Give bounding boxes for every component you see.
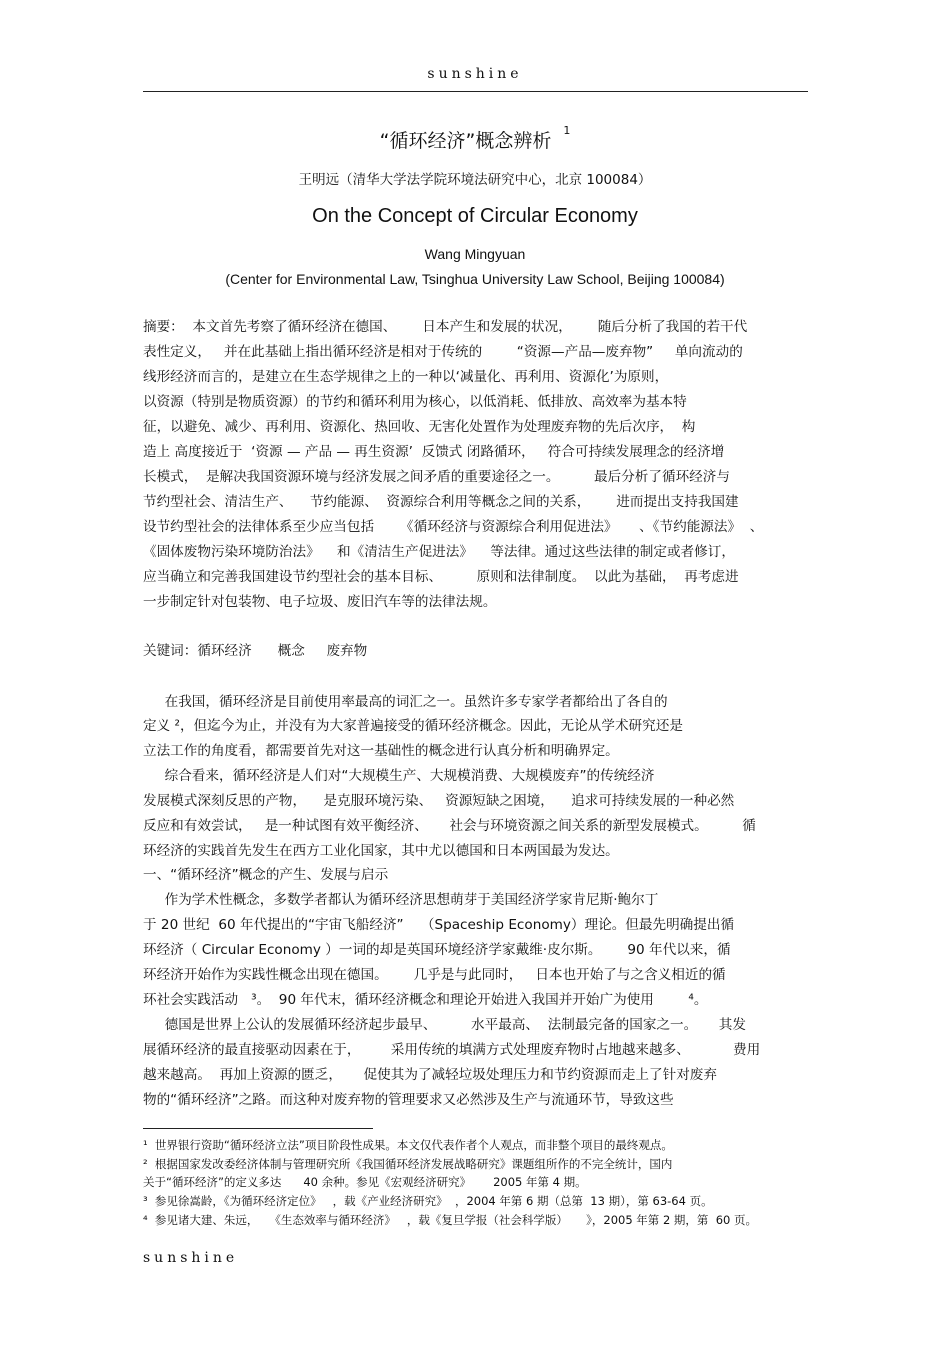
footnote: ⁴ 参见诸大建、朱远， 《生态效率与循环经济》 ，载《复旦学报（社会科学版） 》，2005 年第 2 期，第 60 页。 xyxy=(143,1213,758,1227)
paper-title-en: On the Concept of Circular Economy xyxy=(312,205,638,227)
body-line: 展循环经济的最直接驱动因素在于， 采用传统的填满方式处理废弃物时占地越来越多、 费用 xyxy=(143,1042,761,1058)
body-line: 反应和有效尝试， 是一种试图有效平衡经济、 社会与环境资源之间关系的新型发展模式。 循 xyxy=(143,818,756,834)
abstract-line: 《固体废物污染环境防治法》 和《清洁生产促进法》 等法律。通过这些法律的制定或者修订， xyxy=(143,544,735,560)
body-line: 综合看来，循环经济是人们对“大规模生产、大规模消费、大规模废弃”的传统经济 xyxy=(143,768,655,784)
abstract-line: 节约型社会、清洁生产、 节约能源、 资源综合利用等概念之间的关系， 进而提出支持我国建 xyxy=(143,494,739,510)
abstract-line: 表性定义， 并在此基础上指出循环经济是相对于传统的 “资源—产品—废弃物” 单向流动的 xyxy=(143,344,743,360)
body-line: 环经济的实践首先发生在西方工业化国家，其中尤以德国和日本两国最为发达。 xyxy=(143,843,619,859)
abstract-line: 造上 高度接近于 ‘资源 — 产品 — 再生资源’ 反馈式 闭路循环， 符合可持续发展理念的经济增 xyxy=(143,444,725,460)
section-heading: 一、“循环经济”概念的产生、发展与启示 xyxy=(143,867,389,883)
title-footnote-mark: 1 xyxy=(563,123,571,137)
body-line: 环社会实践活动 ³。 90 年代末，循环经济概念和理论开始进入我国并开始广为使用 ⁴。 xyxy=(143,992,708,1008)
footnote-rule xyxy=(143,1128,373,1129)
body-line: 发展模式深刻反思的产物， 是克服环境污染、 资源短缺之困境， 追求可持续发展的一种必然 xyxy=(143,793,735,809)
author-en: Wang Mingyuan xyxy=(424,246,526,262)
abstract-line: 一步制定针对包装物、电子垃圾、废旧汽车等的法律法规。 xyxy=(143,594,497,610)
footnote: ² 根据国家发改委经济体制与管理研究所《我国循环经济发展战略研究》课题组所作的不完全统计，国内 xyxy=(143,1157,673,1171)
affiliation-en: (Center for Environmental Law, Tsinghua University Law School, Beijing 100084) xyxy=(225,271,725,287)
keywords: 关键词：循环经济 概念 废弃物 xyxy=(143,643,368,659)
title-cn-text: “循环经济”概念辨析 xyxy=(379,130,552,152)
footnote: 关于“循环经济”的定义多达 40 余种。参见《宏观经济研究》 2005 年第 4 期。 xyxy=(143,1175,587,1189)
body-line: 立法工作的角度看，都需要首先对这一基础性的概念进行认真分析和明确界定。 xyxy=(143,743,619,759)
author-cn: 王明远（清华大学法学院环境法研究中心，北京 100084） xyxy=(298,172,652,188)
footnote: ³ 参见徐嵩龄，《为循环经济定位》 ，载《产业经济研究》 ，2004 年第 6 期（总第 13 期），第 63-64 页。 xyxy=(143,1194,713,1208)
body-line: 定义 ²，但迄今为止，并没有为大家普遍接受的循环经济概念。因此，无论从学术研究还是 xyxy=(143,718,683,734)
running-head: sunshine xyxy=(427,66,523,82)
body-line: 作为学术性概念，多数学者都认为循环经济思想萌芽于美国经济学家肯尼斯·鲍尔丁 xyxy=(143,892,659,908)
body-line: 环经济（ Circular Economy ）一词的却是英国环境经济学家戴维·皮尔斯。 90 年代以来，循 xyxy=(143,942,731,958)
abstract-line: 征，以避免、减少、再利用、资源化、热回收、无害化处置作为处理废弃物的先后次序， 构 xyxy=(143,419,696,435)
body-line: 德国是世界上公认的发展循环经济起步最早、 水平最高、 法制最完备的国家之一。 其发 xyxy=(143,1017,746,1033)
abstract-line: 以资源（特别是物质资源）的节约和循环利用为核心，以低消耗、低排放、高效率为基本特 xyxy=(143,394,687,410)
abstract-line: 摘要： 本文首先考察了循环经济在德国、 日本产生和发展的状况， 随后分析了我国的若干代 xyxy=(143,319,748,335)
header-rule xyxy=(143,91,808,92)
body-line: 在我国，循环经济是目前使用率最高的词汇之一。虽然许多专家学者都给出了各自的 xyxy=(143,694,668,710)
body-line: 环经济开始作为实践性概念出现在德国。 几乎是与此同时， 日本也开始了与之含义相近的循 xyxy=(143,967,726,983)
footnote: ¹ 世界银行资助“循环经济立法”项目阶段性成果。本文仅代表作者个人观点，而非整个项目的最终观点。 xyxy=(143,1138,673,1152)
body-line: 于 20 世纪 60 年代提出的“宇宙飞船经济” （Spaceship Economy）理论。但最先明确提出循 xyxy=(143,917,735,933)
abstract-line: 长模式， 是解决我国资源环境与经济发展之间矛盾的重要途径之一。 最后分析了循环经济与 xyxy=(143,469,730,485)
abstract-line: 应当确立和完善我国建设节约型社会的基本目标、 原则和法律制度。 以此为基础， 再考虑进 xyxy=(143,569,739,585)
paper-title-cn xyxy=(0,123,950,153)
body-line: 物的“循环经济”之路。而这种对废弃物的管理要求又必然涉及生产与流通环节，导致这些 xyxy=(143,1092,674,1108)
abstract-line: 线形经济而言的，是建立在生态学规律之上的一种以‘减量化、再利用、资源化’为原则， xyxy=(143,369,669,385)
body-line: 越来越高。 再加上资源的匮乏， 促使其为了减轻垃圾处理压力和节约资源而走上了针对废弃 xyxy=(143,1067,717,1083)
running-foot: sunshine xyxy=(143,1250,239,1266)
abstract-line: 设节约型社会的法律体系至少应当包括 《循环经济与资源综合利用促进法》 、《节约能源法》 、 xyxy=(143,519,764,535)
